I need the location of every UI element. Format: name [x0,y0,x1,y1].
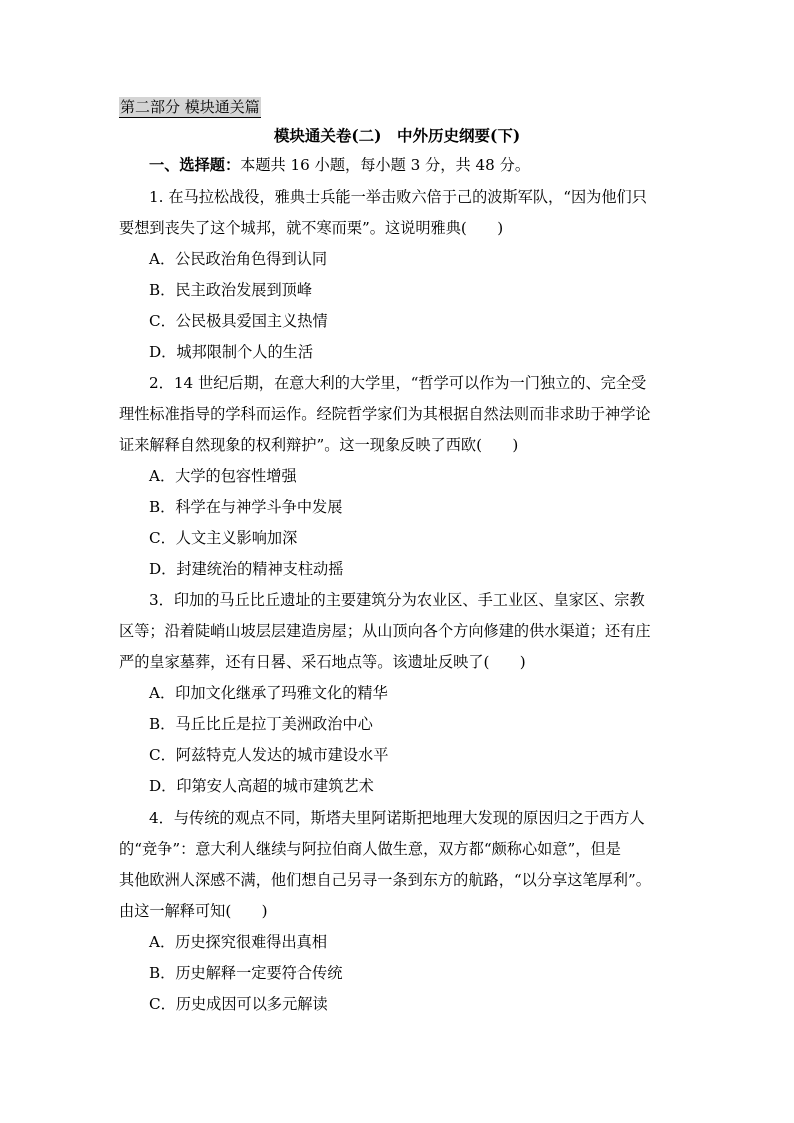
q2-line2: 理性标准指导的学科而运作。经院哲学家们为其根据自然法则而非求助于神学论 [119,405,651,423]
instructions-label: 一、选择题： [149,156,241,174]
q4-line3: 其他欧洲人深感不满，他们想自己另寻一条到东方的航路，“以分享这笔厚利”。 [119,871,651,889]
q3-option-a: A．印加文化继承了玛雅文化的精华 [149,684,388,702]
instructions [149,155,709,175]
q1-option-c: C．公民极具爱国主义热情 [149,312,328,330]
q4-option-a: A．历史探究很难得出真相 [149,933,328,951]
q1-option-d: D．城邦限制个人的生活 [149,343,314,361]
q3-option-d: D．印第安人高超的城市建筑艺术 [149,777,374,795]
exam-title: 模块通关卷(二) 中外历史纲要(下) [273,126,521,145]
instructions-text: 本题共 16 小题，每小题 3 分，共 48 分。 [240,156,531,174]
q1-option-b: B．民主政治发展到顶峰 [149,281,313,299]
q3-line1: 3．印加的马丘比丘遗址的主要建筑分为农业区、手工业区、皇家区、宗教 [149,591,645,609]
q4-line1: 4．与传统的观点不同，斯塔夫里阿诺斯把地理大发现的原因归之于西方人 [149,809,645,827]
q1-line2: 要想到丧失了这个城邦，就不寒而栗”。这说明雅典( ) [119,219,504,237]
q4-option-c: C．历史成因可以多元解读 [149,995,328,1013]
q1-line1: 1. 在马拉松战役，雅典士兵能一举击败六倍于己的波斯军队，“因为他们只 [149,188,647,206]
q3-line3: 严的皇家墓葬，还有日晷、采石地点等。该遗址反映了( ) [119,653,526,671]
q3-option-b: B．马丘比丘是拉丁美洲政治中心 [149,715,373,733]
q1-option-a: A．公民政治角色得到认同 [149,250,328,268]
q2-option-b: B．科学在与神学斗争中发展 [149,498,343,516]
q2-option-d: D．封建统治的精神支柱动摇 [149,560,344,578]
q3-line2: 区等；沿着陡峭山坡层层建造房屋；从山顶向各个方向修建的供水渠道；还有庄 [119,622,651,640]
q4-option-b: B．历史解释一定要符合传统 [149,964,343,982]
q4-line4: 由这一解释可知( ) [119,902,268,920]
q2-option-a: A．大学的包容性增强 [149,467,297,485]
q2-line1: 2．14 世纪后期，在意大利的大学里，“哲学可以作为一门独立的、完全受 [149,374,647,392]
section-tag: 第二部分 模块通关篇 [120,98,260,116]
q4-line2: 的“竞争”：意大利人继续与阿拉伯商人做生意，双方都“颇称心如意”，但是 [119,840,621,858]
q2-option-c: C．人文主义影响加深 [149,529,298,547]
q2-line3: 证来解释自然现象的权利辩护”。这一现象反映了西欧( ) [119,436,519,454]
q3-option-c: C．阿兹特克人发达的城市建设水平 [149,746,389,764]
